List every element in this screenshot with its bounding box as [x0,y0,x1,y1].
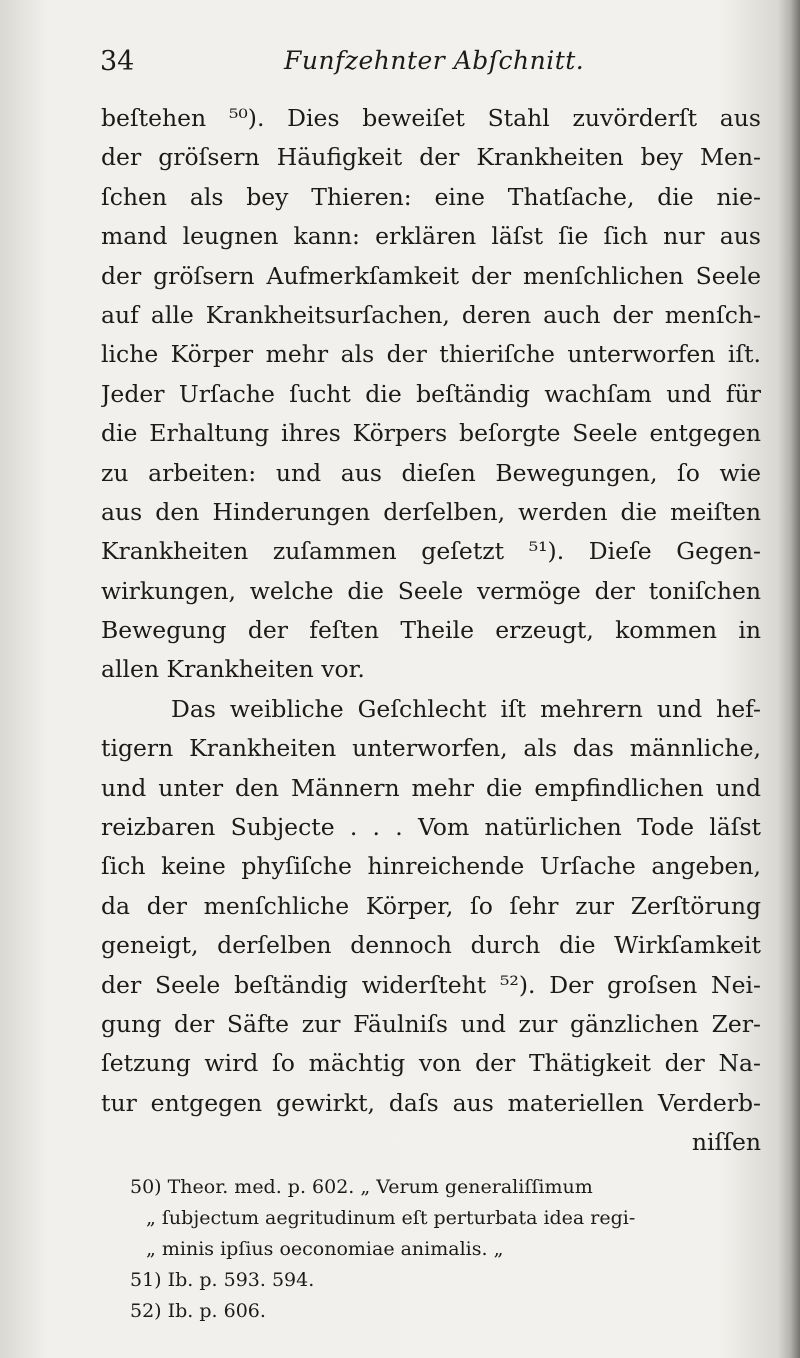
footnote-50: 50) Theor. med. p. 602. „ Verum generaliſſimum [130,1176,593,1198]
page-number: 34 [100,46,135,77]
text-line: der gröſsern Aufmerkſamkeit der menſchlichen Seele [101,261,761,290]
text-line: liche Körper mehr als der thieriſche unterworfen iſt. [101,340,761,369]
text-line: der gröſsern Häufigkeit der Krankheiten bey Men- [101,143,761,172]
text-line: ſich keine phyſiſche hinreichende Urſache angeben, [101,852,761,881]
footnote-51: 51) Ib. p. 593. 594. [130,1269,315,1291]
text-line: tigern Krankheiten unterworfen, als das männliche, [101,734,761,763]
text-line: aus den Hinderungen derſelben, werden die meiſten [101,497,761,526]
text-line: da der menſchliche Körper, ſo ſehr zur Zerſtörung [101,891,761,920]
text-line: die Erhaltung ihres Körpers beſorgte Seele entgegen [101,419,761,448]
text-line: und unter den Männern mehr die empfindlichen und [101,773,761,802]
text-line: tur entgegen gewirkt, daſs aus materiellen Verderb- [101,1088,761,1117]
text-line: ſchen als bey Thieren: eine Thatſache, die nie- [101,182,761,211]
footnote-50-continuation: „ ſubjectum aegritudinum eſt perturbata idea regi- [146,1207,636,1229]
page-edge-shadow [778,0,800,1358]
text-line: geneigt, derſelben dennoch durch die Wirkſamkeit [101,931,761,960]
text-line: Krankheiten zuſammen geſetzt ⁵¹). Dieſe Gegen- [101,537,761,566]
text-line: beſtehen ⁵⁰). Dies beweiſet Stahl zuvörderſt aus [101,104,761,132]
footnote-50-continuation: „ minis ipſius oeconomiae animalis. „ [146,1238,504,1260]
paragraph-end-line: allen Krankheiten vor. [101,655,365,684]
text-line: zu arbeiten: und aus dieſen Bewegungen, ſo wie [101,458,761,487]
text-line: auf alle Krankheitsurſachen, deren auch der menſch- [101,300,761,329]
page-header [100,46,760,86]
paragraph-start-line: Das weibliche Geſchlecht iſt mehrern und hef- [171,694,761,723]
text-line: mand leugnen kann: erklären läſst ſie ſich nur aus [101,222,761,251]
catchword: niſſen [691,1128,761,1157]
text-line: Bewegung der feſten Theile erzeugt, kommen in [101,616,761,645]
body-text [101,99,761,1163]
running-title: Funfzehnter Abſchnitt. [284,46,585,75]
footnotes [130,1172,765,1327]
text-line: ſetzung wird ſo mächtig von der Thätigkeit der Na- [101,1049,761,1078]
text-line: reizbaren Subjecte . . . Vom natürlichen Tode läſst [101,813,761,842]
text-line: der Seele beſtändig widerſteht ⁵²). Der groſsen Nei- [101,970,761,999]
text-line: gung der Säfte zur Fäulniſs und zur gänzlichen Zer- [101,1009,761,1038]
text-line: wirkungen, welche die Seele vermöge der toniſchen [101,576,761,605]
text-line: Jeder Urſache ſucht die beſtändig wachſam und für [101,379,761,408]
footnote-52: 52) Ib. p. 606. [130,1300,266,1322]
